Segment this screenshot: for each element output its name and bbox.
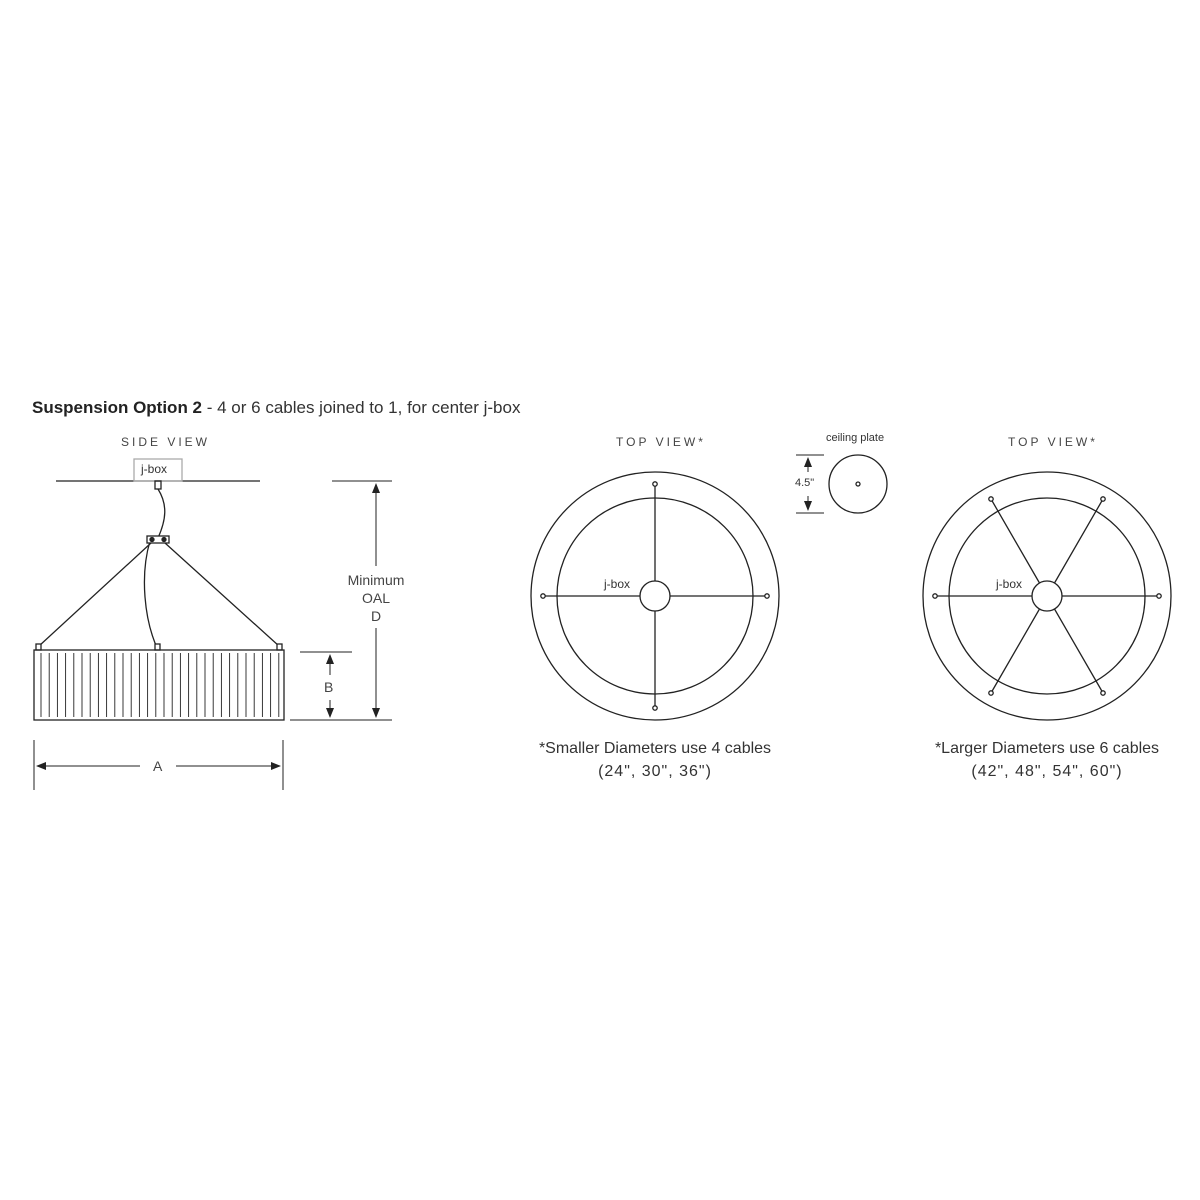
shade-slats [41,653,279,717]
title-bold: Suspension Option 2 [32,398,203,417]
oal-label-line3: D [370,608,382,624]
top-small-jbox-label: j-box [604,577,631,591]
small-diameters-note: *Smaller Diameters use 4 cables [538,740,772,757]
ceiling-plate-hole [856,482,860,486]
large-diameters-sizes: (42", 48", 54", 60") [971,763,1123,780]
center-jbox [1032,581,1062,611]
canopy-stem [155,481,161,489]
top-view-large-label: TOP VIEW* [1008,435,1098,449]
suspension-cable-right [165,543,279,646]
top-view-6-cables [923,472,1171,720]
power-cord [144,541,158,650]
suspension-cable-left [39,543,151,646]
side-view-label: SIDE VIEW [121,435,211,449]
cord-gripper [155,644,160,650]
joiner-screw [162,538,166,542]
oal-label-line1: Minimum [347,572,405,588]
joiner-screw [150,538,154,542]
center-jbox [640,581,670,611]
dimension-a-label: A [153,758,163,774]
fixture-shade [34,650,284,720]
ceiling-plate-label: ceiling plate [826,432,885,444]
cable-point [989,497,993,501]
small-diameters-sizes: (24", 30", 36") [598,763,712,780]
cable-gripper-left [36,644,41,650]
top-large-jbox-label: j-box [996,577,1023,591]
oal-label [338,571,414,625]
top-view-4-cables [531,472,779,720]
large-diameters-note: *Larger Diameters use 6 cables [934,740,1160,757]
dimension-b-label: B [324,679,334,695]
cable-point [541,594,545,598]
oal-label-line2: OAL [361,590,390,606]
cable-point [1101,691,1105,695]
cable-line [1047,499,1103,596]
cable-point [933,594,937,598]
ceiling-plate-size: 4.5" [795,477,815,489]
cable-point [653,482,657,486]
cable-point [765,594,769,598]
stem-cable [158,489,165,538]
side-jbox-label: j-box [141,462,168,476]
cable-point [653,706,657,710]
title-rest: - 4 or 6 cables joined to 1, for center j-box [202,398,521,417]
cable-point [1101,497,1105,501]
cable-gripper-right [277,644,282,650]
cable-line [991,596,1047,693]
cable-point [989,691,993,695]
top-view-small-label: TOP VIEW* [616,435,706,449]
cable-point [1157,594,1161,598]
cable-line [1047,596,1103,693]
